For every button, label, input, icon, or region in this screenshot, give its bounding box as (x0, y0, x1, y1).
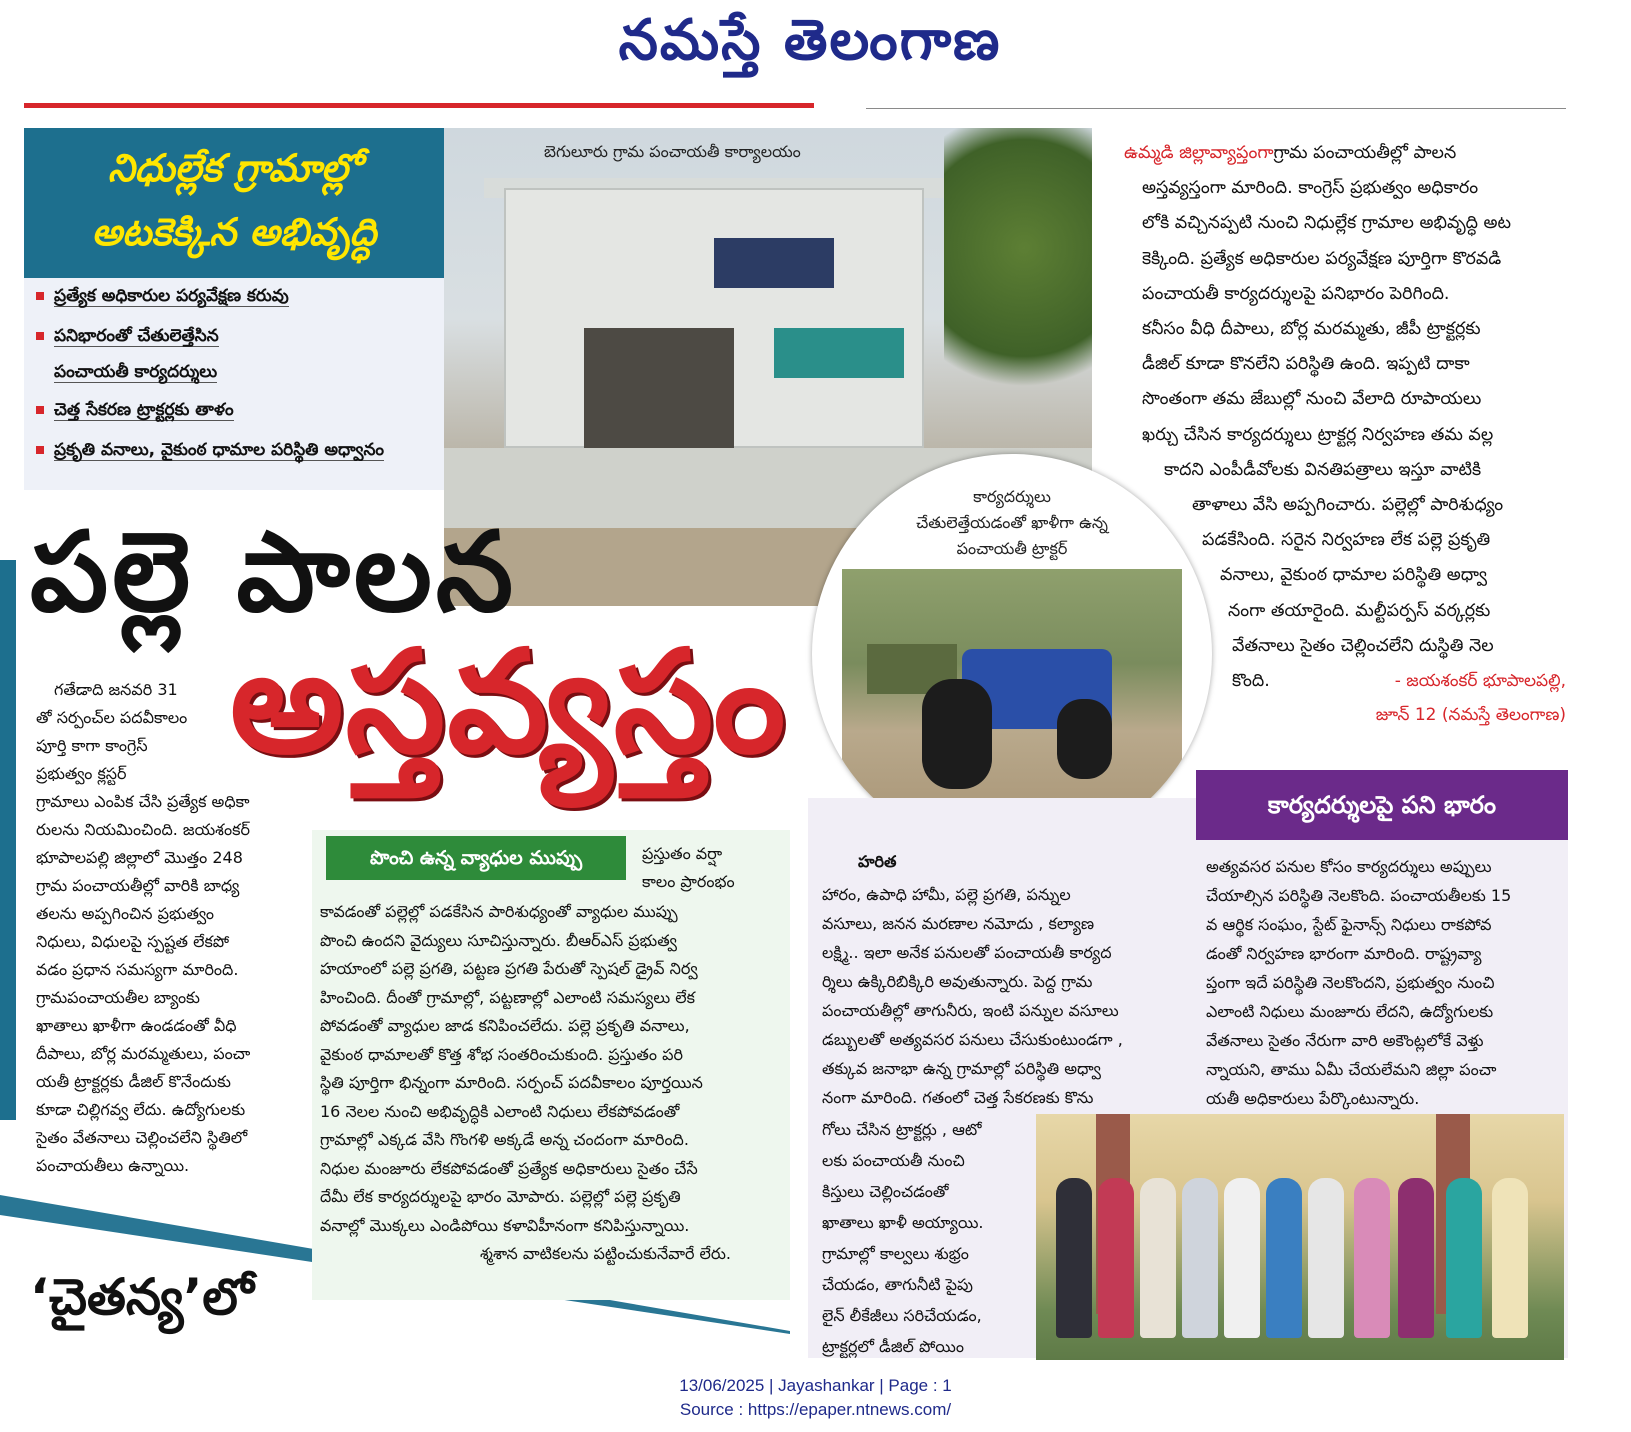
photo-secretaries-group (1036, 1114, 1564, 1360)
bullet-item: చెత్త సేకరణ ట్రాక్టర్లకు తాళం (36, 400, 234, 424)
right-column-text: ఉమ్మడి జిల్లావ్యాప్తంగాగ్రామ పంచాయతీల్లో పాలన అస్తవ్యస్తంగా మారింది. కాంగ్రెస్‌ ప్రభుత్వం అధికారం లోకి వచ్చినప్పటి నుంచి నిధుల్లేక గ్రామాల అభివృద్ధి అట కెక్కింది. ప్రత్యేక అధికారుల పర్యవేక్షణ పూర్తిగా కొరవడి పంచాయతీ కార్యదర్శులపై పనిభారం పెరిగింది. కనీసం వీధి దీపాలు, బోర్ల మరమ్మతు, జీపీ ట్రాక్టర్లకు డీజిల్‌ కూడా కొనలేని పరిస్థితి ఉంది. ఇప్పటి దాకా సొంతంగా తమ జేబుల్లో నుంచి వేలాది రూపాయలు ఖర్చు చేసిన కార్యదర్శులు ట్రాక్టర్ల నిర్వహణ తమ వల్ల కాదని ఎంపీడీవోలకు వినతిపత్రాలు ఇస్తూ వాటికి తాళాలు వేసి అప్పగించారు. పల్లెల్లో పారిశుధ్యం పడకేసింది. సరైన నిర్వహణ లేక పల్లె ప్రకృతి వనాలు, వైకుంఠ ధామాల పరిస్థితి అధ్వా నంగా తయారైంది. మల్టీపర్పస్‌ వర్కర్లకు వేతనాలు సైతం చెల్లించలేని దుస్థితి నెల కొంది. (1124, 143, 1512, 692)
bullet-item: పనిభారంతో చేతులెత్తేసిన (36, 326, 219, 350)
section-heading-workload: కార్యదర్శులపై పని భారం (1196, 770, 1568, 840)
footer-source-link[interactable]: Source : https://epaper.ntnews.com/ (679, 1400, 952, 1419)
main-headline-line-2: అస్తవ్యస్తం (230, 620, 788, 785)
bullet-item: ప్రకృతి వనాలు, వైకుంఠ ధామాల పరిస్థితి అధ్వానం (36, 440, 384, 464)
bullet-icon (36, 332, 44, 340)
workload-lead-word: హరిత (858, 852, 897, 871)
section-heading-disease-threat: పొంచి ఉన్న వ్యాధుల ముప్పు (326, 836, 626, 880)
headline-line-2: అటకెక్కిన అభివృద్ధి (91, 210, 377, 254)
right-column-lead: ఉమ్మడి జిల్లావ్యాప్తంగా (1124, 143, 1274, 163)
workload-column-a: హారం, ఉపాధి హామీ, పల్లె ప్రగతి, పన్నుల వసూలు, జనన మరణాల నమోదు , కల్యాణ లక్ష్మి.. ఇలా అనేక పనులతో పంచాయతీ కార్యద ర్శిలు ఉక్కిరిబిక్కిరి అవుతున్నారు. పెద్ద గ్రామ పంచాయతీల్లో తాగునీరు, ఇంటి పన్నుల వసూలు డబ్బులతో అత్యవసర పనులు చేసుకుంటుండగా , తక్కువ జనాభా ఉన్న గ్రామాల్లో పరిస్థితి అధ్వా నంగా మారింది. గతంలో చెత్త సేకరణకు కొను (822, 885, 1123, 1107)
masthead-rule-red (24, 103, 814, 108)
workload-column-b: అత్యవసర పనుల కోసం కార్యదర్శులు అప్పులు చేయాల్సిన పరిస్థితి నెలకొంది. పంచాయతీలకు 15 వ ఆర్థిక సంఘం, స్టేట్‌ ఫైనాన్స్‌ నిధులు రాకపోవ డంతో నిర్వహణ భారంగా మారింది. రాష్ట్రవ్యా ప్తంగా ఇదే పరిస్థితి నెలకొందని, ప్రభుత్వం నుంచి ఎలాంటి నిధులు మంజూరు లేదని, ఉద్యోగులకు వేతనాలు సైతం నేరుగా వారి అకౌంట్లలోకే వెళ్తు న్నాయని, తాము ఏమీ చేయలేమని జిల్లా పంచా యతీ అధికారులు పేర్కొంటున్నారు. (1206, 857, 1512, 1108)
left-column-text: గతేడాది జనవరి 31 తో సర్పంచ్‌ల పదవీకాలం పూర్తి కాగా కాంగ్రెస్‌ ప్రభుత్వం క్లస్టర్‌ గ్రామాలు ఎంపిక చేసి ప్రత్యేక అధికా రులను నియమించింది. జయశంకర్‌ భూపాలపల్లి జిల్లాలో మొత్తం 248 గ్రామ పంచాయతీల్లో వారికి బాధ్య తలను అప్పగించిన ప్రభుత్వం నిధులు, విధులపై స్పష్టత లేకపో వడం ప్రధాన సమస్యగా మారింది. గ్రామపంచాయతీల బ్యాంకు ఖాతాలు ఖాళీగా ఉండడంతో వీధి దీపాలు, బోర్ల మరమ్మతులు, పంచా యతీ ట్రాక్టర్లకు డీజిల్‌ కొనేందుకు కూడా చిల్లిగవ్వ లేదు. ఉద్యోగులకు సైతం వేతనాలు చెల్లించలేని స్థితిలో పంచాయతీలు ఉన్నాయి. (36, 680, 251, 1175)
bullet-icon (36, 292, 44, 300)
page-footer (0, 1374, 1631, 1422)
photo-caption: బెగులూరు గ్రామ పంచాయతీ కార్యాలయం (544, 142, 801, 161)
bullet-icon (36, 406, 44, 414)
byline: - జయశంకర్‌ భూపాలపల్లి, జూన్‌ 12 (నమస్తే తెలంగాణ) (1375, 671, 1566, 725)
footer-date-edition: 13/06/2025 | Jayashankar | Page : 1 (679, 1376, 952, 1395)
headline-box (24, 128, 444, 278)
middle-column-text: కావడంతో పల్లెల్లో పడకేసిన పారిశుధ్యంతో వ్యాధుల ముప్పు పొంచి ఉందని వైద్యులు సూచిస్తున్నారు. బీఆర్‌ఎస్‌ ప్రభుత్వ హయాంలో పల్లె ప్రగతి, పట్టణ ప్రగతి పేరుతో స్పెషల్‌ డ్రైవ్‌ నిర్వ హించింది. దీంతో గ్రామాల్లో, పట్టణాల్లో ఎలాంటి సమస్యలు లేక పోవడంతో వ్యాధుల జాడ కనిపించలేదు. పల్లె ప్రకృతి వనాలు, వైకుంఠ ధామాలతో కొత్త శోభ సంతరించుకుంది. ప్రస్తుతం పరి స్థితి పూర్తిగా భిన్నంగా మారింది. సర్పంచ్‌ పదవీకాలం పూర్తయిన 16 నెలల నుంచి అభివృద్ధికి ఎలాంటి నిధులు లేకపోవడంతో గ్రామాల్లో ఎక్కడ వేసి గొంగళి అక్కడే అన్న చందంగా మారింది. నిధుల మంజూరు లేకపోవడంతో ప్రత్యేక అధికారులు సైతం చేసే దేమీ లేక కార్యదర్శులపై భారం మోపారు. పల్లెల్లో పల్లె ప్రకృతి వనాల్లో మొక్కలు ఎండిపోయి కళావిహీనంగా కనిపిస్తున్నాయి. శ్మశాన వాటికలను పట్టించుకునేవారే లేరు. (320, 902, 732, 1263)
bullet-icon (36, 446, 44, 454)
newspaper-logo: నమస్తే తెలంగాణ (618, 8, 1002, 73)
next-story-teaser: ‘చైతన్య’లో (30, 1268, 254, 1326)
key-points-box (24, 278, 444, 490)
bullet-item: ప్రత్యేక అధికారుల పర్యవేక్షణ కరువు (36, 286, 289, 310)
workload-column-a-continued: గోలు చేసిన ట్రాక్టర్లు , ఆటో లకు పంచాయతీ నుంచి కిస్తులు చెల్లించడంతో ఖాతాలు ఖాళీ అయ్యాయి. గ్రామాల్లో కాల్వలు శుభ్రం చేయడం, తాగునీటి పైపు లైన్‌ లీకేజీలు సరిచేయడం, ట్రాక్టర్లలో డీజిల్‌ పోయిం (822, 1120, 984, 1356)
photo-caption: కార్యదర్శులు చేతులెత్తేయడంతో ఖాళీగా ఉన్న పంచాయతీ ట్రాక్టర్ (916, 487, 1108, 558)
headline-line-1: నిధుల్లేక గ్రామాల్లో (108, 146, 360, 190)
masthead-rule-grey (866, 108, 1566, 109)
bullet-item-continued: పంచాయతీ కార్యదర్శులు (54, 362, 218, 382)
main-headline-line-1: పల్లె పాలన (30, 508, 518, 636)
left-accent-band (0, 560, 16, 1120)
middle-intro-text: ప్రస్తుతం వర్షా కాలం ప్రారంభం (642, 844, 735, 891)
masthead (0, 0, 1631, 100)
